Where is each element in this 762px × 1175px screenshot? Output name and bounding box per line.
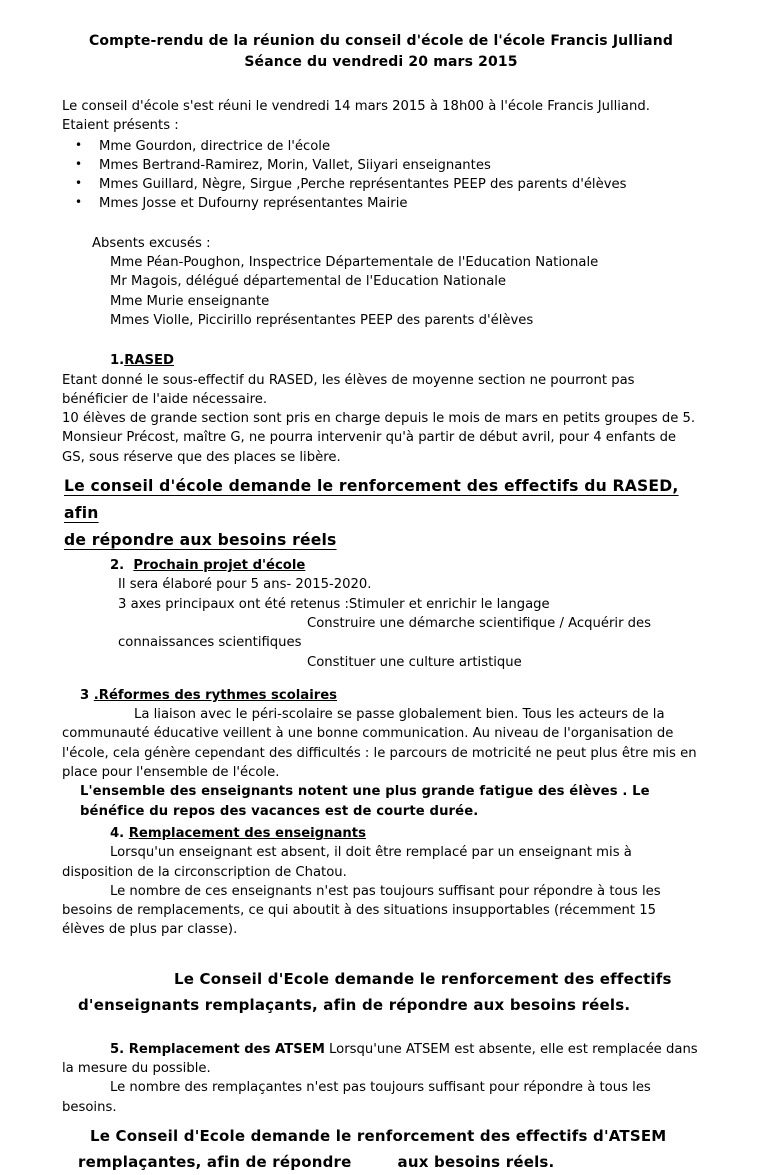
resolution-line-part-1: remplaçantes, afin de répondre: [78, 1152, 352, 1171]
absentee-name: Mr Magois, délégué départemental de l'Education Nationale: [110, 274, 507, 290]
section-3-number: 3: [80, 687, 94, 703]
section-4-paragraph-2-text: Le nombre de ces enseignants n'est pas toujours suffisant pour répondre à tous les besoins de remplacements, ce qui aboutit à des situations insupportables (récemment 15 élèves de plus par classe).: [62, 883, 661, 938]
section-4-paragraph-1: [62, 843, 700, 882]
section-1-resolution: [64, 473, 692, 554]
section-5-paragraph-2-text: Le nombre des remplaçantes n'est pas toujours suffisant pour répondre à tous les besoins.: [62, 1080, 651, 1115]
list-item: • Mmes Josse et Dufourny représentantes Mairie: [75, 194, 762, 213]
section-3-bold-note: L'ensemble des enseignants notent une plus grande fatigue des élèves . Le bénéfice du repos des vacances est de courte durée.: [80, 784, 650, 819]
section-2-axis-2-part-1: Construire une démarche scientifique / Acquérir des: [307, 615, 652, 631]
section-1-paragraph-2: 10 élèves de grande section sont pris en charge depuis le mois de mars en petits groupes de 5.: [62, 411, 696, 427]
section-2-number: 2.: [110, 558, 125, 574]
section-5-number: 5.: [110, 1041, 125, 1057]
resolution-line: Le Conseil d'Ecole demande le renforcement des effectifs: [174, 969, 672, 988]
section-5-title: Remplacement des ATSEM: [128, 1041, 325, 1057]
section-3-heading: [80, 686, 762, 705]
list-item: • Mmes Guillard, Nègre, Sirgue ,Perche représentantes PEEP des parents d'élèves: [75, 175, 762, 194]
section-1-paragraph-1: Etant donné le sous-effectif du RASED, les élèves de moyenne section ne pourront pas bénéficier de l'aide nécessaire.: [62, 372, 635, 407]
section-4-number: 4.: [110, 825, 125, 841]
attendees-list: [0, 137, 762, 214]
resolution-line: [78, 1149, 692, 1175]
section-2-axis-2-part-2: connaissances scientifiques: [118, 635, 302, 651]
intro-line-2: Etaient présents :: [62, 118, 179, 134]
resolution-line-part-2: aux besoins réels.: [397, 1152, 555, 1171]
resolution-line: d'enseignants remplaçants, afin de répondre aux besoins réels.: [78, 995, 631, 1014]
resolution-line: Le conseil d'école demande le renforcement des effectifs du RASED, afin: [64, 477, 679, 523]
section-4-title: Remplacement des enseignants: [128, 825, 366, 841]
section-1-heading: [110, 351, 762, 370]
section-4-paragraph-2: [62, 882, 700, 940]
section-2-axis-3: Constituer une culture artistique: [307, 654, 522, 670]
absentee-name: Mmes Violle, Piccirillo représentantes PEEP des parents d'élèves: [110, 312, 534, 328]
page-title: [0, 0, 762, 73]
intro-line-1: Le conseil d'école s'est réuni le vendredi 14 mars 2015 à 18h00 à l'école Francis Julliand.: [62, 99, 650, 114]
section-3-title: .Réformes des rythmes scolaires: [93, 687, 338, 703]
section-1-title: RASED: [124, 353, 175, 369]
section-4-heading: [110, 824, 762, 843]
section-5-resolution: [78, 1123, 692, 1175]
list-item: • Mme Gourdon, directrice de l'école: [75, 137, 762, 156]
section-1-paragraph-3: Monsieur Précost, maître G, ne pourra intervenir qu'à partir de début avril, pour 4 enfants de GS, sous réserve que des places se libère.: [62, 430, 677, 465]
resolution-line: de répondre aux besoins réels: [64, 531, 337, 550]
title-line-2: Séance du vendredi 20 mars 2015: [244, 54, 518, 70]
absentees-block: [92, 234, 762, 330]
resolution-line: Le Conseil d'Ecole demande le renforcement des effectifs d'ATSEM: [90, 1126, 667, 1145]
intro-block: [62, 97, 702, 136]
section-5-paragraph-2: [62, 1078, 700, 1117]
absentee-name: Mme Murie enseignante: [110, 293, 270, 309]
section-2-heading: [110, 556, 762, 575]
section-2-line-2: 3 axes principaux ont été retenus :Stimuler et enrichir le langage: [118, 596, 550, 612]
section-2-line-1: Il sera élaboré pour 5 ans- 2015-2020.: [118, 577, 372, 593]
section-3-paragraph-text: La liaison avec le péri-scolaire se passe globalement bien. Tous les acteurs de la communauté éducative veillent à une bonne communication. Au niveau de l'organisation de l'école, cela génère cependant des difficultés : le parcours de motricité ne peut plus être mis en place pour l'ensemble de l'école.: [62, 707, 697, 781]
section-4-resolution: [78, 966, 692, 1018]
absentee-name: Mme Péan-Poughon, Inspectrice Départementale de l'Education Nationale: [110, 255, 599, 271]
section-2-title: Prochain projet d'école: [133, 558, 306, 574]
section-4-paragraph-1-text: Lorsqu'un enseignant est absent, il doit être remplacé par un enseignant mis à disposition de la circonscription de Chatou.: [62, 845, 632, 880]
section-5-paragraph-1: Lorsqu'une ATSEM est absente, elle est remplacée dans la mesure du possible.: [62, 1041, 698, 1076]
absentees-heading: Absents excusés :: [92, 235, 211, 251]
section-3-paragraph: [62, 705, 700, 782]
section-1-number: 1.: [110, 353, 125, 369]
list-item: • Mmes Bertrand-Ramirez, Morin, Vallet, Siiyari enseignantes: [75, 156, 762, 175]
title-line-1: Compte-rendu de la réunion du conseil d'école de l'école Francis Julliand: [88, 33, 674, 49]
section-5-block: [62, 1040, 700, 1079]
